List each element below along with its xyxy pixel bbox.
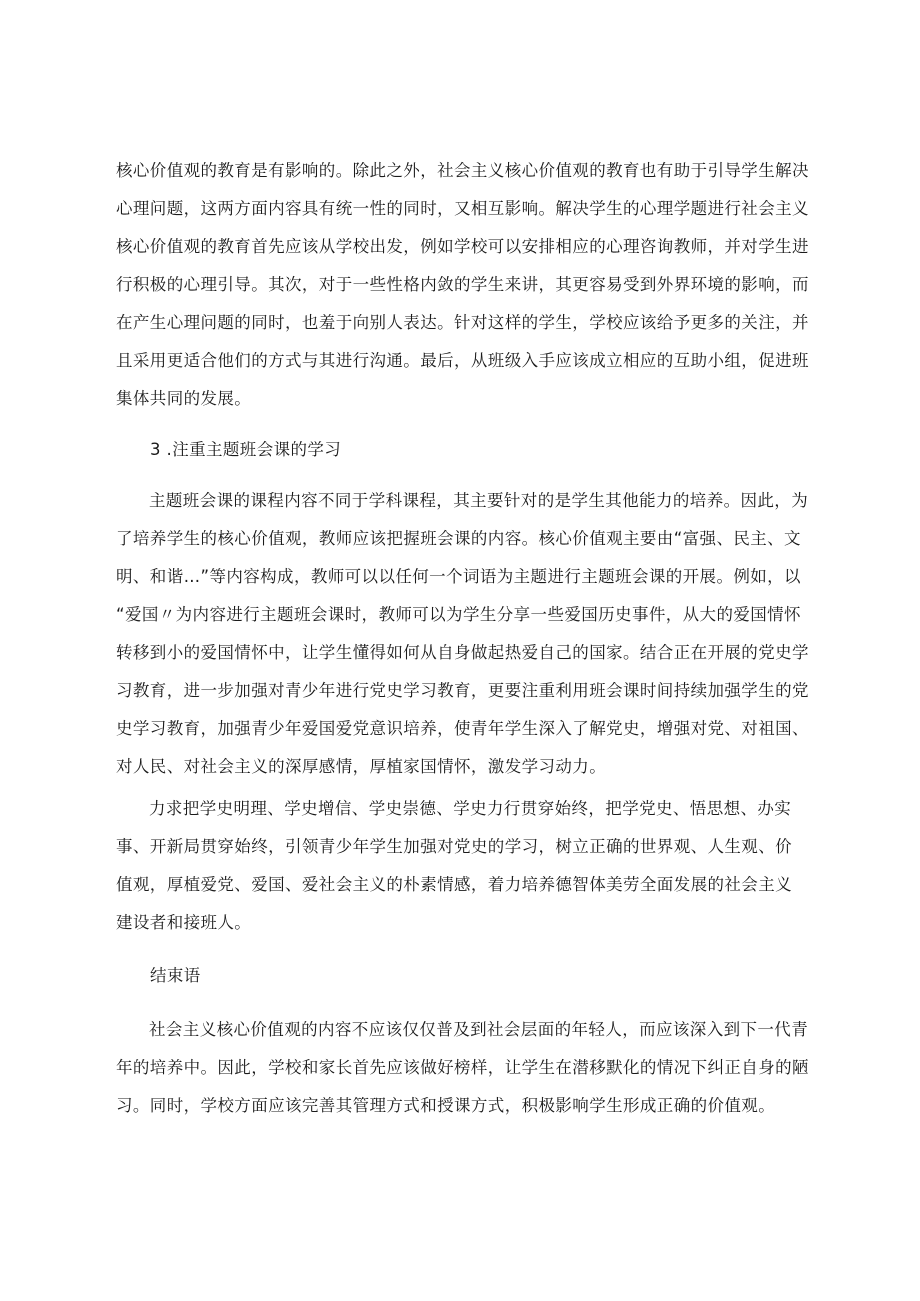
text-line: 史学习教育，加强青少年爱国爱党意识培养，使青年学生深入了解党史，增强对党、对祖国、 <box>116 719 809 738</box>
text-line: 习。同时，学校方面应该完善其管理方式和授课方式，积极影响学生形成正确的价值观。 <box>116 1096 776 1115</box>
paragraph-conclusion <box>116 1011 809 1125</box>
paragraph-party-history <box>116 790 806 942</box>
text-line: 核心价值观的教育首先应该从学校出发，例如学校可以安排相应的心理咨询教师，并对学生进 <box>116 237 809 256</box>
text-line: 转移到小的爱国情怀中，让学生懂得如何从自身做起热爱自己的国家。结合正在开展的党史学 <box>116 643 809 662</box>
section-heading: 3 .注重主题班会课的学习 <box>150 440 342 459</box>
conclusion-heading: 结束语 <box>150 966 201 985</box>
text-line: 社会主义核心价值观的内容不应该仅仅普及到社会层面的年轻人，而应该深入到下一代青 <box>149 1020 809 1039</box>
text-line: 在产生心理问题的同时，也羞于向别人表达。针对这样的学生，学校应该给予更多的关注，并 <box>116 313 809 332</box>
text-line: 了培养学生的核心价值观，教师应该把握班会课的内容。核心价值观主要由“富强、民主、文 <box>116 529 801 548</box>
text-line: 年的培养中。因此，学校和家长首先应该做好榜样，让学生在潜移默化的情况下纠正自身的陋 <box>116 1058 809 1077</box>
text-line: 心理问题，这两方面内容具有统一性的同时，又相互影响。解决学生的心理学题进行社会主义 <box>116 199 809 218</box>
text-line: 事、开新局贯穿始终，引领青少年学生加强对党史的学习，树立正确的世界观、人生观、价 <box>116 837 792 856</box>
text-line: 明、和谐…”等内容构成，教师可以以任何一个词语为主题进行主题班会课的开展。例如，以 <box>116 567 801 586</box>
text-line: 集体共同的发展。 <box>116 389 252 408</box>
text-line: 力求把学史明理、学史增信、学史崇德、学史力行贯穿始终，把学党史、悟思想、办实 <box>149 799 792 818</box>
text-line: 对人民、对社会主义的深厚感情，厚植家国情怀，激发学习动力。 <box>116 757 607 776</box>
text-line: 习教育，进一步加强对青少年进行党史学习教育，更要注重利用班会课时间持续加强学生的党 <box>116 681 809 700</box>
text-line: “爱国〃为内容进行主题班会课时，教师可以为学生分享一些爱国历史事件，从大的爱国情怀 <box>116 605 801 624</box>
text-line: 值观，厚植爱党、爱国、爱社会主义的朴素情感，着力培养德智体美劳全面发展的社会主义 <box>116 875 792 894</box>
paragraph-class-meeting <box>116 482 809 786</box>
text-line: 且采用更适合他们的方式与其进行沟通。最后，从班级入手应该成立相应的互助小组，促进班 <box>116 351 809 370</box>
paragraph-psychology <box>116 152 809 418</box>
text-line: 核心价值观的教育是有影响的。除此之外，社会主义核心价值观的教育也有助于引导学生解决 <box>116 161 809 180</box>
text-line: 主题班会课的课程内容不同于学科课程，其主要针对的是学生其他能力的培养。因此，为 <box>149 491 809 510</box>
text-line: 行积极的心理引导。其次，对于一些性格内敛的学生来讲，其更容易受到外界环境的影响，而 <box>116 275 809 294</box>
text-line: 建设者和接班人。 <box>116 913 252 932</box>
